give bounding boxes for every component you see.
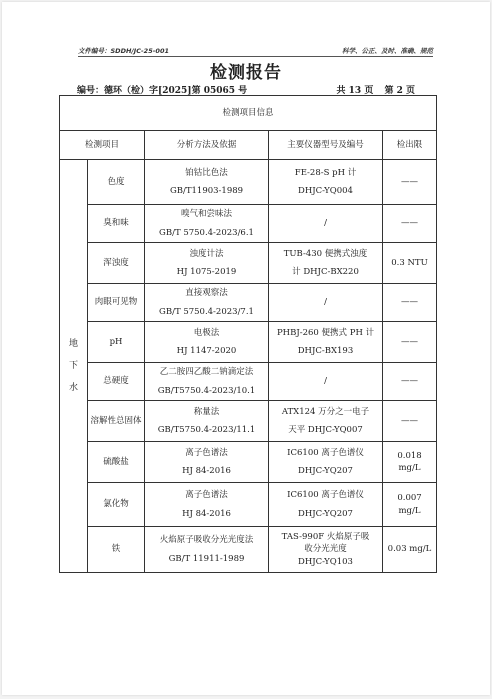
item-cell: pH bbox=[88, 322, 145, 363]
item-cell: 总硬度 bbox=[88, 363, 145, 401]
table-header-row bbox=[60, 131, 437, 160]
method-line: 离子色谱法 bbox=[185, 447, 228, 458]
limit-cell: 0.3 NTU bbox=[383, 243, 437, 284]
item-cell: 浑浊度 bbox=[88, 243, 145, 284]
instrument-line: IC6100 离子色谱仪 bbox=[287, 447, 364, 458]
instrument-line: 收分光光度 bbox=[304, 544, 347, 555]
instrument-cell bbox=[269, 160, 383, 205]
instrument-line: DHJC-YQ207 bbox=[298, 508, 353, 519]
method-cell bbox=[145, 243, 269, 284]
method-cell bbox=[145, 401, 269, 442]
method-line: GB/T 5750.4-2023/6.1 bbox=[159, 227, 254, 238]
method-line: GB/T 5750.4-2023/7.1 bbox=[159, 306, 254, 317]
instrument-cell bbox=[269, 243, 383, 284]
motto: 科学、公正、及时、准确、规范 bbox=[342, 47, 433, 55]
instrument-line: PHBJ-260 便携式 PH 计 bbox=[276, 327, 375, 338]
table-row bbox=[60, 284, 437, 322]
instrument-line: DHJC-YQ004 bbox=[298, 186, 353, 196]
method-cell bbox=[145, 442, 269, 483]
instrument-cell bbox=[269, 205, 383, 243]
method-line: 浊度计法 bbox=[189, 248, 224, 259]
method-line: GB/T11903-1989 bbox=[169, 186, 244, 196]
instrument-line: / bbox=[324, 376, 327, 387]
instrument-cell bbox=[269, 322, 383, 363]
instrument-line: IC6100 离子色谱仪 bbox=[287, 490, 364, 501]
section-title-row bbox=[60, 96, 437, 131]
col-header-item: 检测项目 bbox=[60, 131, 145, 160]
col-header-method: 分析方法及依据 bbox=[145, 131, 269, 160]
instrument-cell bbox=[269, 527, 383, 573]
instrument-line: DHJC-YQ103 bbox=[298, 556, 353, 567]
method-line: GB/T5750.4-2023/11.1 bbox=[157, 425, 256, 435]
instrument-line: TAS-990F 火焰原子吸 bbox=[281, 532, 370, 543]
method-line: 嗅气和尝味法 bbox=[180, 209, 232, 220]
total-pages: 共 13 页 bbox=[336, 86, 374, 96]
instrument-cell bbox=[269, 401, 383, 442]
method-cell bbox=[145, 284, 269, 322]
limit-cell: 0.018 mg/L bbox=[383, 442, 437, 483]
report-number: 编号：德环（检）字[2025]第 05065 号 bbox=[77, 86, 248, 96]
instrument-line: FE-28-S pH 计 bbox=[294, 167, 357, 178]
method-cell bbox=[145, 363, 269, 401]
method-cell bbox=[145, 205, 269, 243]
method-line: HJ 84-2016 bbox=[182, 508, 231, 519]
method-cell bbox=[145, 160, 269, 205]
instrument-cell bbox=[269, 363, 383, 401]
report-title: 检测报告 bbox=[210, 63, 282, 83]
method-line: 火焰原子吸收分光光度法 bbox=[159, 535, 254, 546]
table-row bbox=[60, 243, 437, 284]
col-header-instrument: 主要仪器型号及编号 bbox=[269, 131, 383, 160]
category-char: 水 bbox=[68, 383, 78, 393]
table-row bbox=[60, 401, 437, 442]
category-cell bbox=[60, 160, 88, 573]
test-items-table bbox=[59, 95, 437, 573]
instrument-cell bbox=[269, 284, 383, 322]
instrument-line: TUB-430 便携式浊度 bbox=[283, 248, 368, 259]
table-row bbox=[60, 205, 437, 243]
method-line: 铂钴比色法 bbox=[185, 167, 228, 178]
item-cell: 肉眼可见物 bbox=[88, 284, 145, 322]
limit-cell: —— bbox=[383, 322, 437, 363]
instrument-line: 计 DHJC-BX220 bbox=[292, 267, 359, 277]
instrument-line: DHJC-BX193 bbox=[297, 346, 354, 356]
method-line: HJ 1147-2020 bbox=[176, 346, 237, 356]
instrument-line: / bbox=[324, 218, 327, 229]
item-cell: 溶解性总固体 bbox=[88, 401, 145, 442]
limit-cell: —— bbox=[383, 401, 437, 442]
method-line: 乙二胺四乙酸二钠滴定法 bbox=[159, 367, 254, 378]
method-line: HJ 84-2016 bbox=[182, 466, 231, 476]
item-cell: 色度 bbox=[88, 160, 145, 205]
table-row bbox=[60, 527, 437, 573]
method-cell bbox=[145, 483, 269, 527]
item-cell: 硫酸盐 bbox=[88, 442, 145, 483]
table-row bbox=[60, 322, 437, 363]
report-page bbox=[2, 2, 490, 695]
item-cell: 氯化物 bbox=[88, 483, 145, 527]
method-line: 直接观察法 bbox=[185, 288, 228, 299]
method-line: GB/T 11911-1989 bbox=[168, 553, 245, 564]
page-header bbox=[78, 46, 433, 57]
category-char: 下 bbox=[68, 361, 78, 371]
current-page: 第 2 页 bbox=[384, 86, 415, 96]
limit-cell: —— bbox=[383, 284, 437, 322]
method-line: HJ 1075-2019 bbox=[176, 267, 237, 277]
limit-cell: —— bbox=[383, 363, 437, 401]
method-line: 离子色谱法 bbox=[185, 490, 228, 501]
limit-cell: 0.007 mg/L bbox=[383, 483, 437, 527]
method-cell bbox=[145, 527, 269, 573]
limit-cell: —— bbox=[383, 205, 437, 243]
doc-number: 文件编号：SDDH/JC-25-001 bbox=[78, 47, 169, 55]
instrument-line: ATX124 万分之一电子 bbox=[281, 406, 370, 417]
section-title: 检测项目信息 bbox=[60, 96, 437, 131]
method-line: 电极法 bbox=[193, 327, 220, 338]
method-line: GB/T5750.4-2023/10.1 bbox=[157, 385, 256, 396]
instrument-line: / bbox=[324, 297, 327, 308]
category-char: 地 bbox=[68, 339, 78, 349]
table-row bbox=[60, 483, 437, 527]
item-cell: 铁 bbox=[88, 527, 145, 573]
table-row bbox=[60, 442, 437, 483]
col-header-limit: 检出限 bbox=[383, 131, 437, 160]
instrument-line: DHJC-YQ207 bbox=[298, 466, 353, 476]
item-cell: 臭和味 bbox=[88, 205, 145, 243]
table-row bbox=[60, 160, 437, 205]
instrument-line: 天平 DHJC-YQ007 bbox=[288, 425, 363, 435]
limit-cell: 0.03 mg/L bbox=[383, 527, 437, 573]
method-cell bbox=[145, 322, 269, 363]
instrument-cell bbox=[269, 442, 383, 483]
method-line: 称量法 bbox=[193, 406, 220, 417]
instrument-cell bbox=[269, 483, 383, 527]
limit-cell: —— bbox=[383, 160, 437, 205]
table-row bbox=[60, 363, 437, 401]
